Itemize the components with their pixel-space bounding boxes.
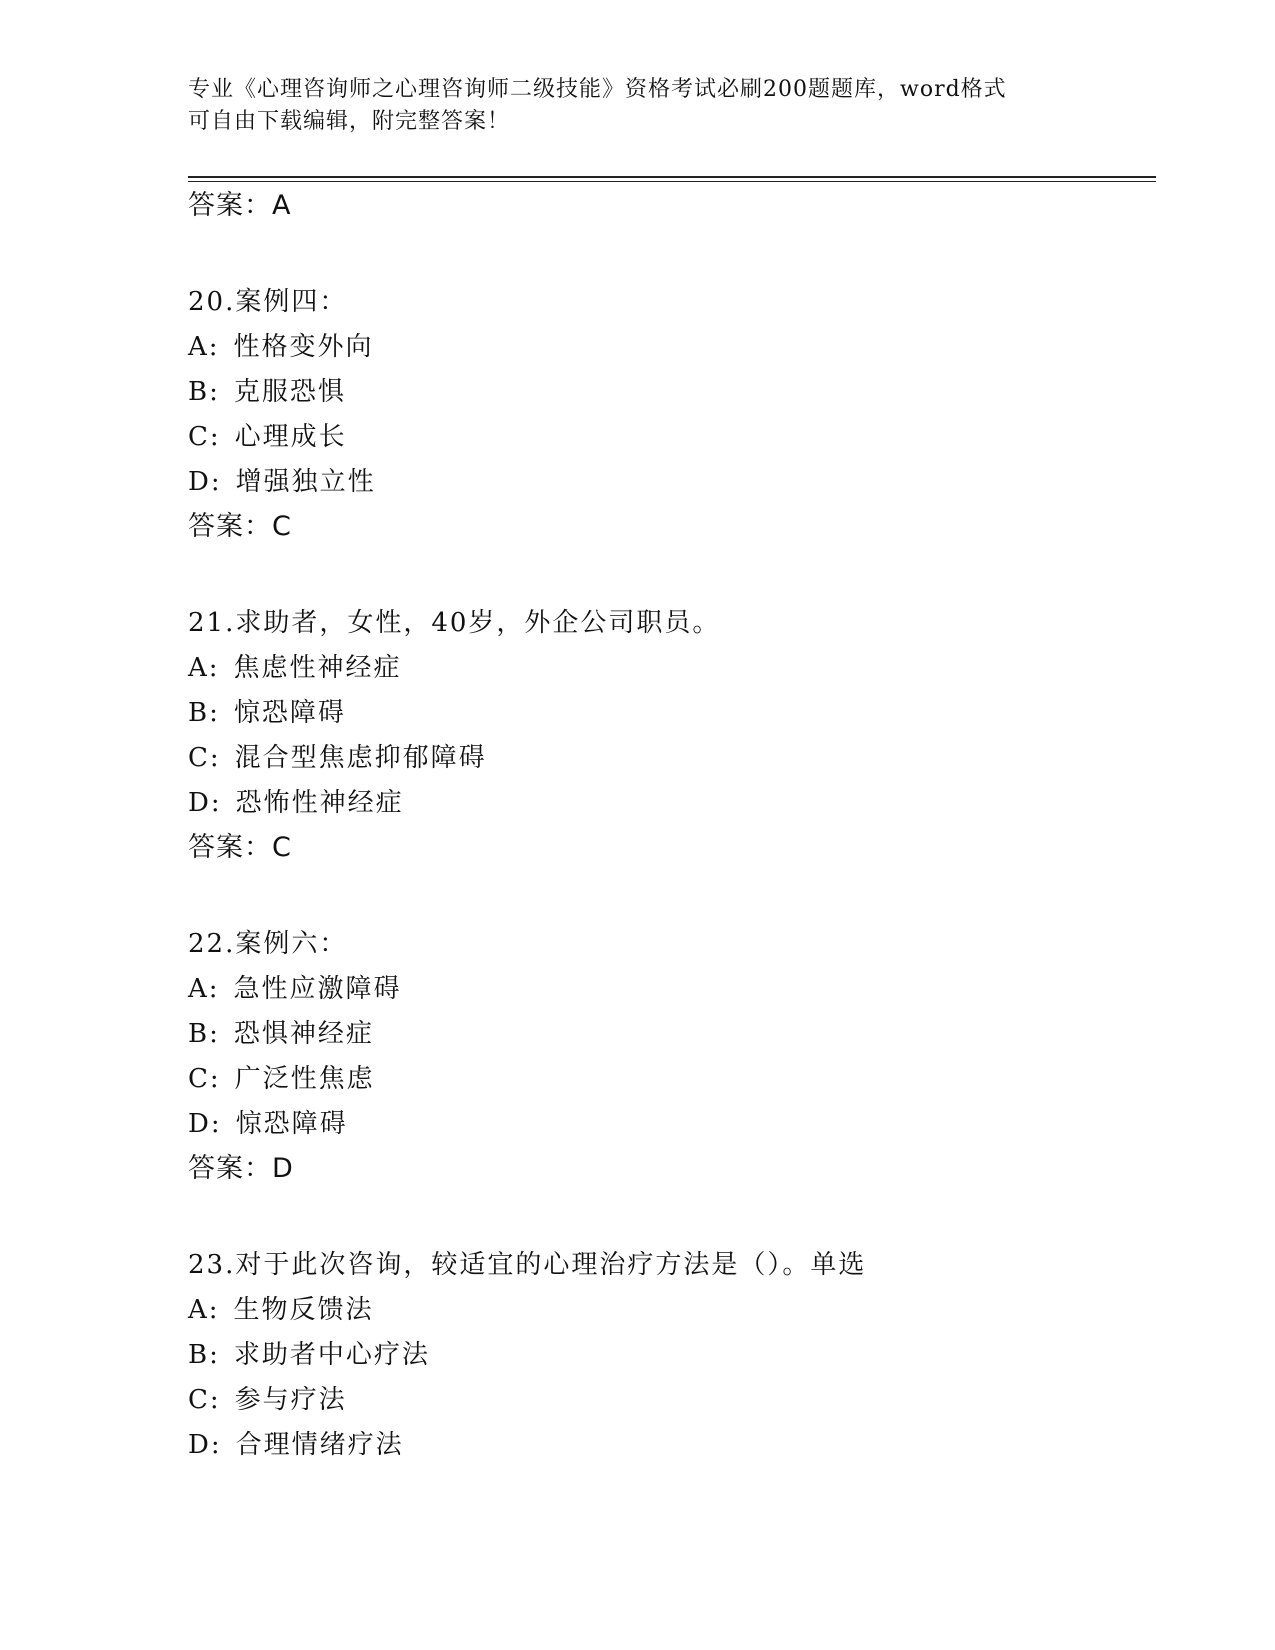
header-line-2: 可自由下载编辑，附完整答案！ bbox=[188, 109, 511, 134]
option-text: 恐惧神经症 bbox=[233, 1019, 374, 1049]
question-stem: 21.求助者，女性，40岁，外企公司职员。 bbox=[188, 608, 721, 638]
option-letter: B: bbox=[188, 1340, 220, 1370]
option-text: 恐怖性神经症 bbox=[235, 788, 404, 818]
option-letter: C: bbox=[188, 743, 221, 773]
answer-line: 答案：C bbox=[188, 511, 292, 542]
answer-line: 答案：D bbox=[188, 1153, 294, 1184]
option-text: 急性应激障碍 bbox=[233, 974, 402, 1004]
option-line bbox=[188, 1294, 374, 1326]
option-text: 焦虑性神经症 bbox=[233, 653, 402, 683]
option-letter: C: bbox=[188, 1385, 221, 1415]
option-text: 增强独立性 bbox=[235, 467, 376, 497]
question-stem: 22.案例六： bbox=[188, 929, 348, 959]
option-text: 混合型焦虑抑郁障碍 bbox=[234, 743, 487, 773]
answer-line: 答案：C bbox=[188, 832, 292, 863]
answer-line: 答案：A bbox=[188, 190, 292, 221]
option-line bbox=[188, 331, 374, 363]
question-stem: 20.案例四： bbox=[188, 287, 348, 317]
question-stem: 23.对于此次咨询，较适宜的心理治疗方法是（）。单选 bbox=[188, 1250, 867, 1280]
option-letter: A: bbox=[188, 653, 220, 683]
option-line bbox=[188, 652, 402, 684]
option-line bbox=[188, 697, 346, 729]
option-text: 广泛性焦虑 bbox=[234, 1064, 375, 1094]
option-letter: D: bbox=[188, 788, 222, 818]
option-letter: B: bbox=[188, 1019, 220, 1049]
option-text: 生物反馈法 bbox=[233, 1295, 374, 1325]
option-letter: D: bbox=[188, 1109, 222, 1139]
option-line bbox=[188, 421, 347, 453]
option-letter: A: bbox=[188, 1295, 220, 1325]
header-divider-thick bbox=[188, 176, 1156, 178]
header-divider-thin bbox=[188, 181, 1156, 182]
option-text: 合理情绪疗法 bbox=[235, 1430, 404, 1460]
option-text: 惊恐障碍 bbox=[235, 1109, 348, 1139]
option-line bbox=[188, 376, 346, 408]
option-letter: D: bbox=[188, 467, 222, 497]
option-text: 心理成长 bbox=[234, 422, 347, 452]
option-text: 参与疗法 bbox=[234, 1385, 347, 1415]
header-line-1: 专业《心理咨询师之心理咨询师二级技能》资格考试必刷200题题库，word格式 bbox=[188, 77, 1007, 102]
option-line bbox=[188, 466, 376, 498]
option-letter: D: bbox=[188, 1430, 222, 1460]
option-line bbox=[188, 1429, 404, 1461]
option-line bbox=[188, 973, 402, 1005]
option-line bbox=[188, 787, 404, 819]
option-letter: B: bbox=[188, 698, 220, 728]
option-letter: A: bbox=[188, 332, 220, 362]
option-letter: B: bbox=[188, 377, 220, 407]
option-text: 性格变外向 bbox=[233, 332, 374, 362]
option-line bbox=[188, 742, 487, 774]
option-letter: A: bbox=[188, 974, 220, 1004]
option-line bbox=[188, 1339, 430, 1371]
option-text: 惊恐障碍 bbox=[233, 698, 346, 728]
document-header bbox=[188, 74, 1068, 138]
option-text: 求助者中心疗法 bbox=[233, 1340, 430, 1370]
option-line bbox=[188, 1108, 348, 1140]
option-line bbox=[188, 1018, 374, 1050]
option-line bbox=[188, 1384, 347, 1416]
option-line bbox=[188, 1063, 375, 1095]
option-letter: C: bbox=[188, 1064, 221, 1094]
option-text: 克服恐惧 bbox=[233, 377, 346, 407]
option-letter: C: bbox=[188, 422, 221, 452]
